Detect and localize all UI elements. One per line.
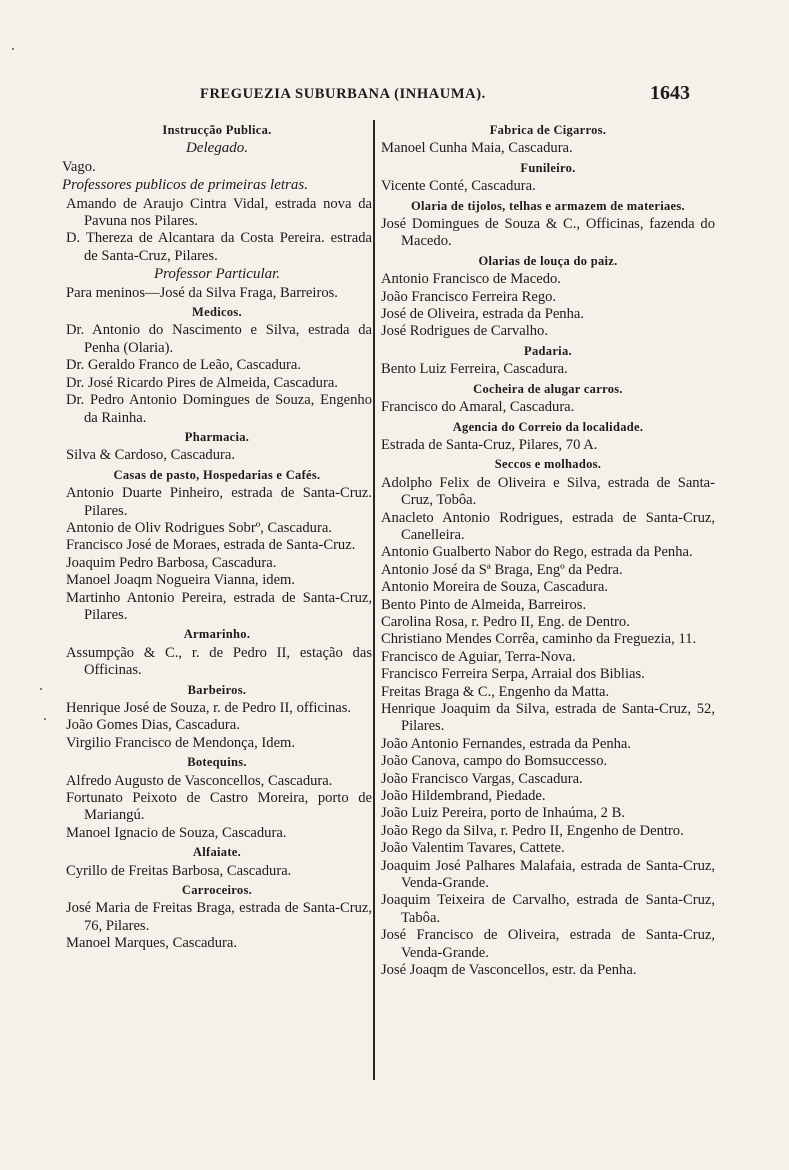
list-item: João Antonio Fernandes, estrada da Penha.: [381, 735, 632, 752]
list-item: José Maria de Freitas Braga, estrada de Santa-Cruz, 76, Pilares.: [66, 900, 372, 934]
section-heading: Seccos e molhados.: [494, 457, 602, 472]
subheading-primeiras-letras: Professores publicos de primeiras letras.: [62, 177, 308, 194]
list-item: Antonio de Oliv Rodrigues Sobrº, Cascadura.: [66, 519, 332, 536]
list-item: Vicente Conté, Cascadura.: [381, 178, 536, 195]
list-item: João Hildembrand, Piedade.: [381, 788, 546, 805]
list-item: Antonio Moreira de Souza, Cascadura.: [381, 579, 608, 596]
list-item: Antonio José da Sª Braga, Engº da Pedra.: [381, 561, 623, 578]
section-heading: Pharmacia.: [184, 429, 250, 444]
page-number: 1643: [650, 82, 690, 104]
running-head: FREGUEZIA SUBURBANA (INHAUMA).: [200, 86, 486, 102]
list-item: Fortunato Peixoto de Castro Moreira, porto de Mariangú.: [66, 790, 372, 824]
list-item: Para meninos—José da Silva Fraga, Barreiros.: [66, 284, 338, 301]
section-heading: Cocheira de alugar carros.: [473, 381, 623, 396]
section-heading: Funileiro.: [520, 160, 576, 175]
section-heading: Barbeiros.: [187, 682, 247, 697]
section-heading: Olarias de louça do paiz.: [478, 253, 618, 268]
page-header: [200, 82, 690, 110]
list-item: Francisco Ferreira Serpa, Arraial dos Biblias.: [381, 666, 645, 683]
list-item: João Rego da Silva, r. Pedro II, Engenho de Dentro.: [381, 822, 684, 839]
section-heading: Casas de pasto, Hospedarias e Cafés.: [113, 467, 321, 482]
list-item: Antonio Gualberto Nabor do Rego, estrada da Penha.: [381, 544, 693, 561]
list-item: José Joaqm de Vasconcellos, estr. da Penha.: [381, 962, 637, 979]
list-item: Antonio Duarte Pinheiro, estrada de Santa-Cruz. Pilares.: [66, 485, 372, 519]
list-item: Manoel Cunha Maia, Cascadura.: [381, 140, 573, 157]
list-item: João Gomes Dias, Cascadura.: [66, 717, 240, 734]
list-item: Bento Luiz Ferreira, Cascadura.: [381, 361, 568, 378]
right-column: [381, 120, 715, 980]
list-item: Dr. Antonio do Nascimento e Silva, estrada da Penha (Olaria).: [66, 322, 372, 356]
list-item: Assumpção & C., r. de Pedro II, estação das Officinas.: [66, 644, 372, 679]
paper-speck: [44, 718, 46, 720]
list-item: João Francisco Vargas, Cascadura.: [381, 770, 583, 787]
list-item: Joaquim Pedro Barbosa, Cascadura.: [66, 554, 277, 571]
list-item: Carolina Rosa, r. Pedro II, Eng. de Dentro.: [381, 613, 630, 630]
list-item: José de Oliveira, estrada da Penha.: [381, 306, 585, 323]
list-item: Silva & Cardoso, Cascadura.: [66, 447, 236, 464]
column-divider: [373, 120, 375, 1080]
list-item: José Rodrigues de Carvalho.: [381, 323, 548, 340]
section-heading: Instrucção Publica.: [162, 123, 272, 137]
list-item: Freitas Braga & C., Engenho da Matta.: [381, 683, 610, 700]
list-item: Manoel Marques, Cascadura.: [66, 935, 238, 952]
list-item: Dr. Pedro Antonio Domingues de Souza, Engenho da Rainha.: [66, 392, 372, 426]
list-item: Dr. Geraldo Franco de Leão, Cascadura.: [66, 357, 302, 374]
list-item: Francisco José de Moraes, estrada de Santa-Cruz.: [66, 537, 356, 554]
list-item: José Francisco de Oliveira, estrada de Santa-Cruz, Venda-Grande.: [381, 927, 715, 961]
list-item: Dr. José Ricardo Pires de Almeida, Cascadura.: [66, 374, 338, 391]
list-item: Bento Pinto de Almeida, Barreiros.: [381, 596, 587, 613]
entry-vago: Vago.: [62, 158, 96, 175]
list-item: Estrada de Santa-Cruz, Pilares, 70 A.: [381, 436, 598, 453]
list-item: José Domingues de Souza & C., Officinas, fazenda do Macedo.: [381, 216, 715, 250]
left-column: [62, 120, 372, 953]
section-heading: Alfaiate.: [192, 845, 242, 860]
list-item: João Canova, campo do Bomsuccesso.: [381, 753, 608, 770]
paper-speck: [12, 48, 14, 50]
section-heading: Agencia do Correio da localidade.: [452, 419, 644, 434]
section-heading: Padaria.: [524, 343, 572, 358]
list-item: Virgilio Francisco de Mendonça, Idem.: [66, 734, 296, 751]
list-item: Henrique Joaquim da Silva, estrada de Santa-Cruz, 52, Pilares.: [381, 701, 715, 735]
list-item: Martinho Antonio Pereira, estrada de Santa-Cruz, Pilares.: [66, 589, 372, 623]
list-item: Manoel Joaqm Nogueira Vianna, idem.: [66, 572, 296, 589]
list-item: Antonio Francisco de Macedo.: [381, 271, 561, 288]
list-item: Joaquim José Palhares Malafaia, estrada de Santa-Cruz, Venda-Grande.: [381, 857, 715, 892]
section-heading: Olaria de tijolos, telhas e armazem de materiaes.: [410, 198, 685, 213]
list-item: Adolpho Felix de Oliveira e Silva, estrada de Santa-Cruz, Tobôa.: [381, 474, 715, 509]
paper-speck: [40, 688, 42, 690]
list-item: Henrique José de Souza, r. de Pedro II, officinas.: [66, 700, 352, 716]
list-item: Alfredo Augusto de Vasconcellos, Cascadura.: [66, 772, 333, 789]
section-heading: Medicos.: [192, 305, 242, 320]
list-item: Amando de Araujo Cintra Vidal, estrada nova da Pavuna nos Pilares.: [66, 195, 372, 230]
section-heading: Botequins.: [187, 755, 247, 770]
subheading-professor-particular: Professor Particular.: [153, 266, 281, 283]
section-heading: Armarinho.: [183, 627, 251, 642]
list-item: Francisco do Amaral, Cascadura.: [381, 399, 575, 416]
list-item: João Luiz Pereira, porto de Inhaúma, 2 B.: [381, 805, 625, 822]
section-heading: Fabrica de Cigarros.: [489, 123, 607, 137]
section-heading: Carroceiros.: [181, 883, 253, 898]
list-item: Christiano Mendes Corrêa, caminho da Freguezia, 11.: [381, 631, 697, 648]
list-item: Cyrillo de Freitas Barbosa, Cascadura.: [66, 862, 292, 879]
subheading-delegado: Delegado.: [185, 140, 249, 157]
list-item: D. Thereza de Alcantara da Costa Pereira. estrada de Santa-Cruz, Pilares.: [66, 230, 372, 264]
list-item: Manoel Ignacio de Souza, Cascadura.: [66, 824, 287, 841]
list-item: Joaquim Teixeira de Carvalho, estrada de Santa-Cruz, Tabôa.: [381, 892, 715, 926]
list-item: João Valentim Tavares, Cattete.: [381, 840, 565, 857]
list-item: João Francisco Ferreira Rego.: [381, 288, 557, 305]
list-item: Francisco de Aguiar, Terra-Nova.: [381, 648, 576, 665]
list-item: Anacleto Antonio Rodrigues, estrada de Santa-Cruz, Canelleira.: [381, 509, 715, 543]
